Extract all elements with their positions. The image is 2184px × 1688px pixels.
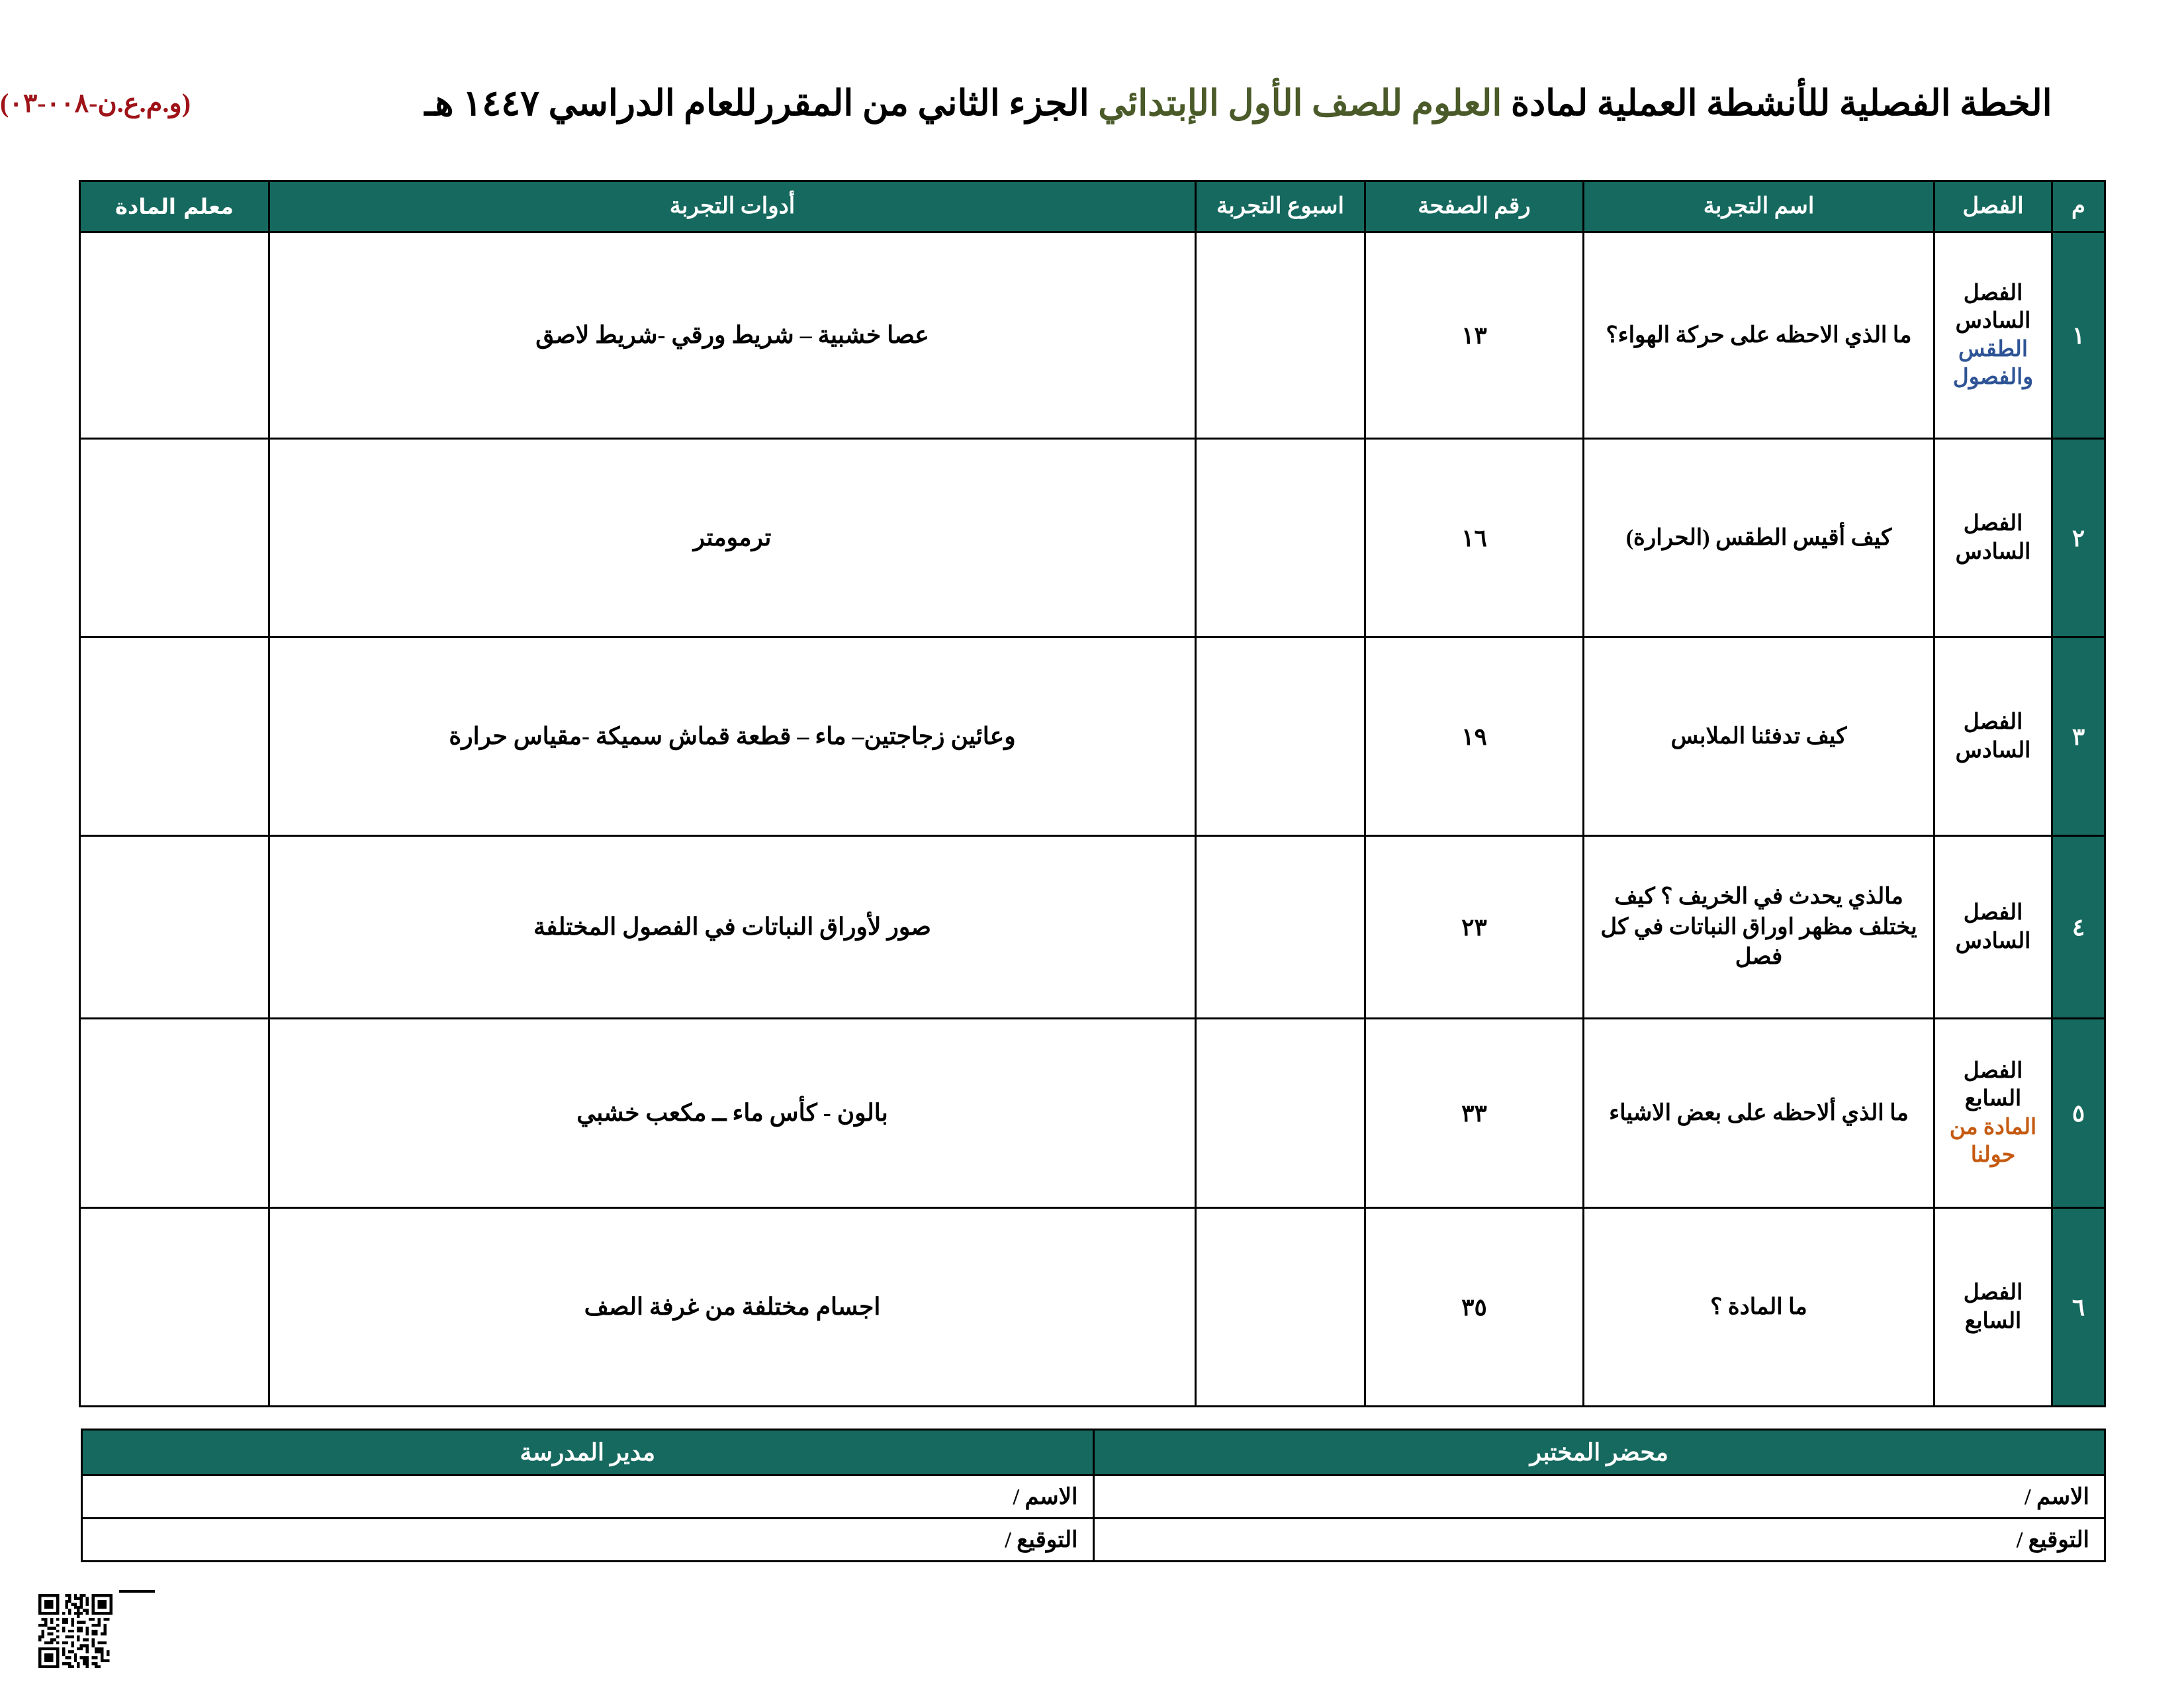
lab-supervisor-name-field[interactable]: الاسم / — [1093, 1476, 2105, 1519]
row-experiment-tools: صور لأوراق النباتات في الفصول المختلفة — [269, 836, 1196, 1019]
column-header-experiment-tools: أدوات التجربة — [269, 181, 1196, 232]
table-row — [80, 836, 2105, 1019]
row-experiment-tools: عصا خشبية – شريط ورقي -شريط لاصق — [269, 232, 1196, 439]
title-part-2: الجزء الثاني من المقررللعام الدراسي ١٤٤٧ هـ — [424, 83, 1089, 123]
row-number: ٢ — [2052, 439, 2105, 637]
row-chapter — [1934, 439, 2052, 637]
signature-header-school-principal: مدير المدرسة — [82, 1430, 1094, 1476]
school-principal-name-field[interactable]: الاسم / — [82, 1476, 1094, 1519]
row-chapter — [1934, 232, 2052, 439]
signatures-table — [81, 1429, 2106, 1562]
signature-header-row — [82, 1430, 2105, 1476]
table-row — [80, 1019, 2105, 1208]
row-experiment-tools: بالون - كأس ماء ــ مكعب خشبي — [269, 1019, 1196, 1208]
column-header-chapter: الفصل — [1934, 181, 2052, 232]
document-code: (و.م.ع.ن-٠٠٨-٠٣) — [0, 87, 191, 118]
row-page-number: ٣٥ — [1365, 1208, 1584, 1407]
row-page-number: ٢٣ — [1365, 836, 1584, 1019]
practical-activities-table — [79, 180, 2106, 1407]
row-chapter — [1934, 836, 2052, 1019]
row-experiment-name: كيف تدفئنا الملابس — [1584, 637, 1934, 836]
title-subject-highlight: العلوم للصف الأول الإبتدائي — [1098, 83, 1502, 123]
row-page-number: ٣٣ — [1365, 1019, 1584, 1208]
row-page-number: ١٦ — [1365, 439, 1584, 637]
row-number: ٤ — [2052, 836, 2105, 1019]
column-header-experiment-week: اسبوع التجربة — [1196, 181, 1365, 232]
row-chapter — [1934, 1019, 2052, 1208]
row-experiment-tools: وعائين زجاجتين– ماء – قطعة قماش سميكة -مقياس حرارة — [269, 637, 1196, 836]
row-subject-teacher[interactable] — [80, 1208, 269, 1407]
row-subject-teacher[interactable] — [80, 232, 269, 439]
row-number: ١ — [2052, 232, 2105, 439]
chapter-main-label: الفصل السادس — [1955, 512, 2031, 564]
row-page-number: ١٣ — [1365, 232, 1584, 439]
row-experiment-week[interactable] — [1196, 1019, 1365, 1208]
table-header-row — [80, 181, 2105, 232]
footer-rule — [119, 1590, 155, 1593]
row-number: ٥ — [2052, 1019, 2105, 1208]
row-experiment-week[interactable] — [1196, 637, 1365, 836]
table-row — [80, 1208, 2105, 1407]
signature-header-lab-supervisor: محضر المختبر — [1093, 1430, 2105, 1476]
row-chapter — [1934, 637, 2052, 836]
row-experiment-name: كيف أقيس الطقس (الحرارة) — [1584, 439, 1934, 637]
row-experiment-week[interactable] — [1196, 232, 1365, 439]
signature-row-signature — [82, 1519, 2105, 1562]
row-experiment-week[interactable] — [1196, 439, 1365, 637]
chapter-main-label: الفصل السابع — [1963, 1059, 2023, 1111]
chapter-main-label: الفصل السابع — [1963, 1281, 2023, 1333]
row-experiment-name: ما الذي ألاحظه على بعض الاشياء — [1584, 1019, 1934, 1208]
row-page-number: ١٩ — [1365, 637, 1584, 836]
row-experiment-tools: اجسام مختلفة من غرفة الصف — [269, 1208, 1196, 1407]
chapter-sub-label: المادة من حولنا — [1949, 1115, 2037, 1167]
page-title — [213, 82, 2184, 124]
row-experiment-week[interactable] — [1196, 1208, 1365, 1407]
school-principal-signature-field[interactable]: التوقيع / — [82, 1519, 1094, 1562]
chapter-main-label: الفصل السادس — [1955, 901, 2031, 953]
chapter-sub-label: الطقس والفصول — [1952, 337, 2034, 389]
document-title-band — [0, 73, 2184, 132]
column-header-page-number: رقم الصفحة — [1365, 181, 1584, 232]
chapter-main-label: الفصل السادس — [1955, 710, 2031, 763]
column-header-subject-teacher: معلم المادة — [80, 181, 269, 232]
row-experiment-name: ما المادة ؟ — [1584, 1208, 1934, 1407]
row-number: ٣ — [2052, 637, 2105, 836]
row-experiment-week[interactable] — [1196, 836, 1365, 1019]
qr-code-icon — [38, 1594, 113, 1668]
table-row — [80, 232, 2105, 439]
row-experiment-name: ما الذي الاحظه على حركة الهواء؟ — [1584, 232, 1934, 439]
row-experiment-tools: ترمومتر — [269, 439, 1196, 637]
column-header-number: م — [2052, 181, 2105, 232]
row-number: ٦ — [2052, 1208, 2105, 1407]
row-subject-teacher[interactable] — [80, 637, 269, 836]
row-chapter — [1934, 1208, 2052, 1407]
row-experiment-name: مالذي يحدث في الخريف ؟ كيف يختلف مظهر اوراق النباتات في كل فصل — [1584, 836, 1934, 1019]
title-part-1: الخطة الفصلية للأنشطة العملية لمادة — [1510, 83, 2052, 123]
row-subject-teacher[interactable] — [80, 1019, 269, 1208]
lab-supervisor-signature-field[interactable]: التوقيع / — [1093, 1519, 2105, 1562]
row-subject-teacher[interactable] — [80, 836, 269, 1019]
column-header-experiment-name: اسم التجربة — [1584, 181, 1934, 232]
chapter-main-label: الفصل السادس — [1955, 281, 2031, 334]
signature-row-name — [82, 1476, 2105, 1519]
table-row — [80, 637, 2105, 836]
table-row — [80, 439, 2105, 637]
row-subject-teacher[interactable] — [80, 439, 269, 637]
